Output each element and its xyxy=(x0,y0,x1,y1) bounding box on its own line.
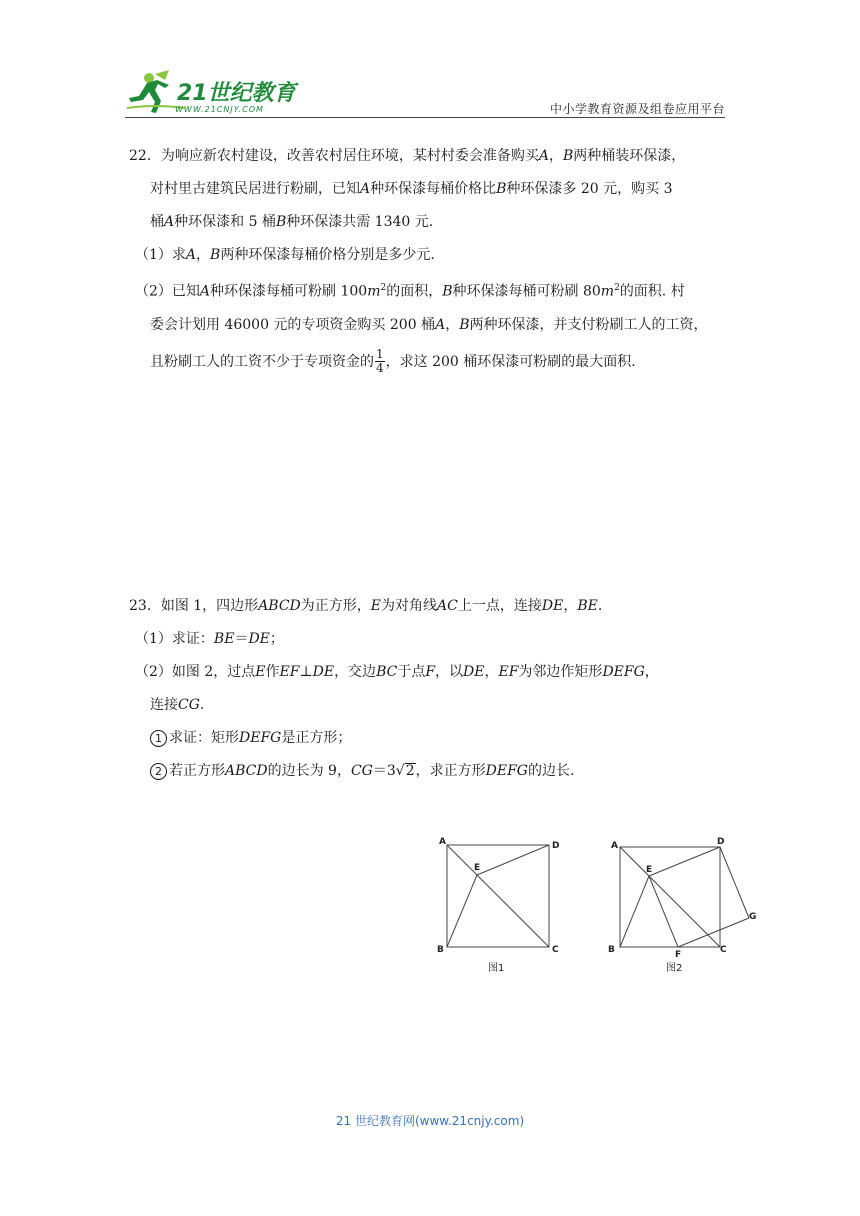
q22-part2-line1: （2）已知A种环保漆每桶可粉刷 $100m^2$的面积，B种环保漆每桶可粉刷 $80m^2$的面积. 村 xyxy=(135,283,685,300)
fig1-label-d: D xyxy=(552,841,560,851)
fig2-label-f: F xyxy=(675,950,682,960)
fig2-segment-ef xyxy=(649,876,678,947)
fig2-segment-fg xyxy=(678,918,749,947)
q22-part2-line2: 委会计划用 46000 元的专项资金购买 200 桶A，B两种环保漆，并支付粉刷工人的工资， xyxy=(150,316,708,333)
fig1-segment-be xyxy=(447,875,477,947)
site-logo xyxy=(125,68,300,120)
q23-number: 23． xyxy=(129,598,161,614)
fig2-diagonal-ac xyxy=(620,847,720,947)
fig1-label-b: B xyxy=(437,945,444,955)
fig2-segment-be xyxy=(620,876,649,947)
q23-part2-line1: （2）如图 2，过点E作EF⊥DE，交边BC于点F，以DE，EF为邻边作矩形DEFG， xyxy=(135,664,659,680)
runner-logo-icon xyxy=(125,68,300,120)
fig2-label-a: A xyxy=(611,841,618,851)
fraction-one-quarter: $\frac{1}{4}$ xyxy=(376,347,384,376)
sqrt-sign: √ xyxy=(395,763,405,779)
q23-part2-line2: 连接CG. xyxy=(150,697,205,713)
figure-1 xyxy=(447,845,549,947)
fig2-segment-dg xyxy=(720,847,749,918)
q22-number: 22． xyxy=(129,148,161,164)
fig1-diagonal-ac xyxy=(447,845,549,947)
fig1-label-c: C xyxy=(552,945,559,955)
question-23 xyxy=(129,590,729,788)
svg-text:WWW.21CNJY.COM: WWW.21CNJY.COM xyxy=(175,105,264,114)
fig1-label-a: A xyxy=(439,837,446,847)
page-header xyxy=(125,64,725,124)
circled-one: 1 xyxy=(150,730,167,747)
circled-two: 2 xyxy=(150,763,167,780)
q23-part1: （1）求证：BE＝DE； xyxy=(135,631,284,647)
q22-part2-line3: 且粉刷工人的工资不少于专项资金的 $\frac{1}{4}$ ，求这 200 桶环保漆可粉刷的最大面积. xyxy=(150,347,636,376)
q22-line2: 对村里古建筑民居进行粉刷，已知A种环保漆每桶价格比B种环保漆多 20 元，购买 3 xyxy=(150,181,673,197)
q23-line1: 23．如图 1，四边形ABCD为正方形，E为对角线AC上一点，连接DE，BE. xyxy=(129,598,603,614)
q23-sub1: 1 求证：矩形DEFG是正方形； xyxy=(129,722,729,755)
figure-2 xyxy=(620,847,749,947)
fig2-caption: 图2 xyxy=(666,963,683,974)
q22-part1: （1）求A，B两种环保漆每桶价格分别是多少元. xyxy=(135,247,435,263)
q22-line1: 22．为响应新农村建设，改善农村居住环境，某村村委会准备购买A，B两种桶装环保漆， xyxy=(129,148,686,164)
svg-text:21世纪教育: 21世纪教育 xyxy=(177,81,296,106)
fig2-label-e: E xyxy=(646,865,653,875)
q23-sub2: 2 若正方形ABCD的边长为 9，CG＝3√2，求正方形DEFG的边长. xyxy=(129,755,729,788)
q22-line3: 桶A种环保漆和 5 桶B种环保漆共需 1340 元. xyxy=(150,214,434,230)
fig2-label-g: G xyxy=(749,912,757,922)
platform-title: 中小学教育资源及组卷应用平台 xyxy=(549,102,725,116)
page-footer: 21 世纪教育网(www.21cnjy.com) xyxy=(335,1114,525,1128)
fig2-label-d: D xyxy=(717,837,725,847)
geometry-figures xyxy=(430,828,770,978)
header-divider xyxy=(125,117,725,118)
fig1-caption: 图1 xyxy=(488,963,505,974)
question-22 xyxy=(129,140,729,379)
fig1-label-e: E xyxy=(474,863,481,873)
fig2-segment-de xyxy=(649,847,720,876)
fig2-label-b: B xyxy=(608,945,615,955)
fig2-label-c: C xyxy=(720,945,727,955)
fig1-segment-de xyxy=(477,845,549,875)
